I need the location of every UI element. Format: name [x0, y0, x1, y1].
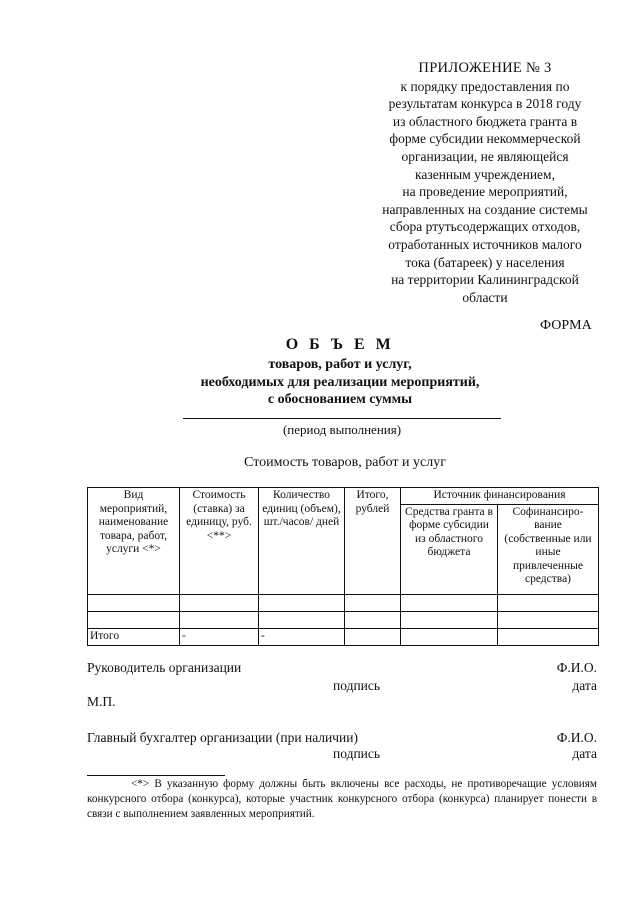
stamp-label: М.П.	[87, 694, 116, 709]
header-cofinancing: Софинансиро-вание (собственные или иные привлеченные средства)	[498, 504, 599, 595]
table-cell[interactable]	[88, 595, 180, 612]
header-unit-cost: Стоимость (ставка) за единицу, руб.<**>	[180, 488, 259, 595]
appendix-line: на проведение мероприятий,	[402, 184, 568, 200]
header-grant-funds: Средства гранта в форме субсидии из областного бюджета	[401, 504, 498, 595]
accountant-signature-label: подпись	[333, 746, 381, 761]
appendix-line: на территории Калининградской	[391, 272, 579, 288]
appendix-line: области	[462, 289, 508, 305]
table-row-total	[88, 629, 599, 646]
footnote-separator	[87, 775, 225, 776]
table-cell[interactable]	[259, 595, 345, 612]
total-qty-dash: -	[259, 629, 345, 646]
total-cost-dash: -	[180, 629, 259, 646]
table-cell[interactable]	[180, 612, 259, 629]
header-quantity: Количество единиц (объем), шт./часов/ дней	[259, 488, 345, 595]
cost-table-title: Стоимость товаров, работ и услуг	[244, 455, 446, 470]
appendix-title: ПРИЛОЖЕНИЕ № 3	[418, 60, 552, 76]
appendix-line: к порядку предоставления по	[400, 78, 570, 94]
cost-table	[87, 487, 599, 646]
head-signature-label: подпись	[333, 678, 381, 693]
subtitle-line-3: с обоснованием суммы	[267, 392, 413, 407]
table-cell[interactable]	[259, 612, 345, 629]
table-cell[interactable]	[498, 595, 599, 612]
table-cell[interactable]	[180, 595, 259, 612]
head-date-label: дата	[572, 678, 597, 693]
table-cell[interactable]	[401, 612, 498, 629]
table-cell[interactable]	[345, 629, 401, 646]
subtitle-line-2: необходимых для реализации мероприятий,	[200, 374, 480, 390]
appendix-line: форме субсидии некоммерческой	[389, 131, 581, 147]
table-cell[interactable]	[498, 612, 599, 629]
table-cell[interactable]	[498, 629, 599, 646]
table-row	[88, 595, 599, 612]
appendix-line: казенным учреждением,	[415, 166, 555, 182]
accountant-fio-label: Ф.И.О.	[556, 730, 597, 745]
period-label: (период выполнения)	[282, 422, 402, 437]
appendix-block	[350, 60, 620, 306]
period-blank-line	[183, 418, 501, 419]
appendix-line: тока (батареек) у населения	[405, 254, 565, 270]
header-funding-source: Источник финансирования	[401, 488, 599, 505]
total-label: Итого	[88, 629, 180, 646]
table-cell[interactable]	[345, 612, 401, 629]
appendix-line: направленных на создание системы	[382, 201, 588, 217]
header-activity-name: Вид мероприятий, наименование товара, работ, услуги <*>	[88, 488, 180, 595]
appendix-line: из областного бюджета гранта в	[392, 113, 578, 129]
chief-accountant-label: Главный бухгалтер организации (при наличии)	[87, 730, 358, 745]
form-label: ФОРМА	[540, 318, 592, 333]
table-cell[interactable]	[88, 612, 180, 629]
head-of-organization-label: Руководитель организации	[87, 660, 242, 675]
table-cell[interactable]	[345, 595, 401, 612]
table-cell[interactable]	[401, 595, 498, 612]
document-subtitle	[130, 356, 550, 409]
accountant-date-label: дата	[572, 746, 597, 761]
table-cell[interactable]	[401, 629, 498, 646]
head-fio-label: Ф.И.О.	[556, 660, 597, 675]
header-total: Итого, рублей	[345, 488, 401, 595]
document-title: О Б Ъ Е М	[285, 336, 395, 353]
appendix-line: организации, не являющейся	[401, 148, 569, 164]
appendix-line: сбора ртутьсодержащих отходов,	[389, 219, 581, 235]
appendix-line: результатам конкурса в 2018 году	[388, 96, 582, 112]
table-row	[88, 612, 599, 629]
appendix-line: отработанных источников малого	[388, 236, 582, 252]
footnote: <*> В указанную форму должны быть включены все расходы, не противоречащие условиям конкурсного отбора (конкурса), которые участник конкурсного отбора (конкурса) планирует понести в связи с выполнением заявленных мероприятий.	[87, 778, 597, 820]
subtitle-line-1: товаров, работ и услуг,	[268, 357, 412, 372]
